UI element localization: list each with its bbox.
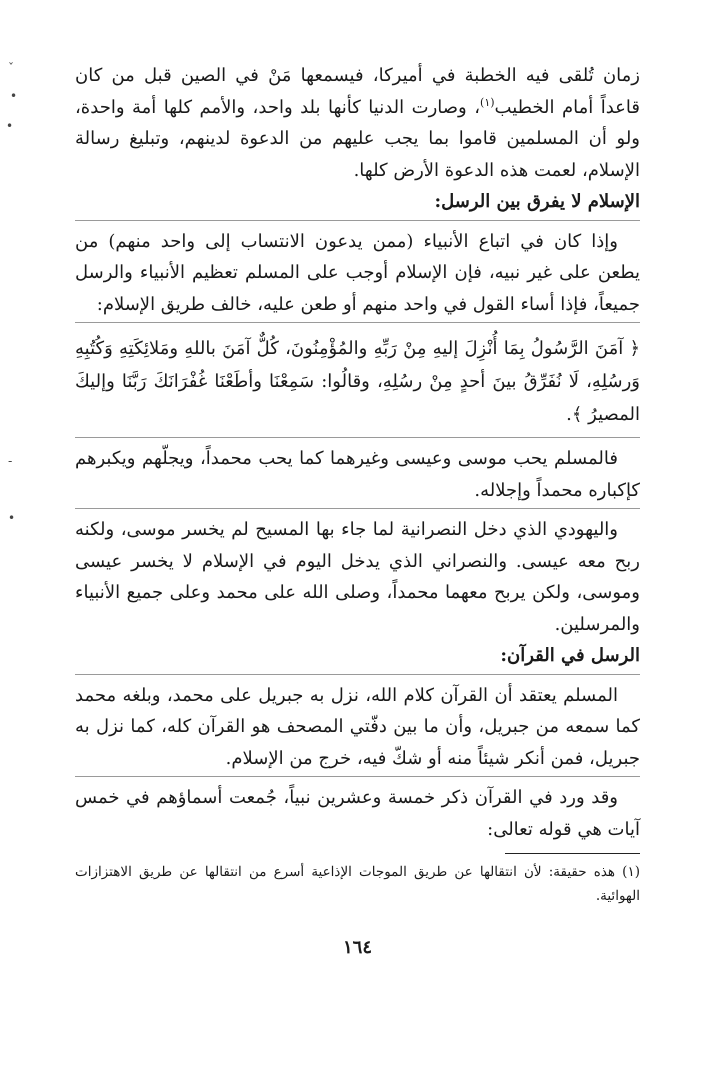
divider	[75, 776, 640, 778]
footnote-rule	[505, 853, 640, 854]
paragraph-jew-christian: واليهودي الذي دخل النصرانية لما جاء بها المسيح لم يخسر موسى، ولكنه ربح معه عيسى. والنصراني الذي يدخل اليوم في الإسلام لا يخسر عيسى وموسى، ولكن يربح معهما محمداً، وصلى الله على محمد وعلى جميع الأنبياء والمرسلين.	[75, 519, 640, 635]
paragraph-intro	[75, 60, 640, 186]
footnote: (١) هذه حقيقة: لأن انتقالها عن طريق الموجات الإذاعية أسرع من انتقالها عن طريق الاهتزازات الهوائية.	[75, 864, 640, 904]
paragraph-25-prophets: وقد ورد في القرآن ذكر خمسة وعشرين نبياً، جُمعت أسماؤهم في خمس آيات هي قوله تعالى:	[75, 787, 640, 840]
margin-mark: -	[8, 454, 13, 468]
paragraph-text: زمان تُلقى فيه الخطبة في أميركا، فيسمعها مَنْ في الصين قبل من كان قاعداً أمام الخطيب	[75, 65, 640, 118]
section-heading-messengers: الإسلام لا يفرق بين الرسل:	[434, 191, 640, 212]
divider	[75, 508, 640, 510]
footnote-marker: (١)	[480, 95, 495, 109]
paragraph-prophets: وإذا كان في اتباع الأنبياء (ممن يدعون الانتساب إلى واحد منهم) من يطعن على غير نبيه، فإن الإسلام أوجب على المسلم تعظيم الأنبياء والرسل جميعاً، فإذا أساء القول في واحد منهم أو طعن عليه، خالف طريق الإسلام:	[75, 230, 640, 315]
divider	[75, 220, 640, 222]
quran-verse: ﴿ آمَنَ الرَّسُولُ بِمَا أُنْزِلَ إليهِ مِنْ رَبِّهِ والمُؤْمِنُونَ، كُلٌّ آمَنَ باللهِ ومَلائِكَتِهِ وَكُتُبِهِ وَرسُلِهِ، لَا نُفَرِّقُ بينَ أحدٍ مِنْ رسُلِهِ، وقالُوا: سَمِعْنَا وأطَعْنَا غُفْرَانَكَ رَبَّنَا وإليكَ المصيرُ ﴾.	[75, 338, 640, 425]
section-heading-quran: الرسل في القرآن:	[500, 645, 640, 666]
margin-mark: •	[6, 119, 14, 133]
divider	[75, 322, 640, 324]
margin-mark: •	[8, 511, 16, 525]
paragraph-muslim-love: فالمسلم يحب موسى وعيسى وغيرهما كما يحب محمداً، ويجلّهم ويكبرهم كإكباره محمداً وإجلاله.	[75, 448, 640, 501]
book-page	[75, 60, 640, 964]
divider	[75, 437, 640, 439]
margin-mark: ˇ	[8, 61, 14, 75]
margin-mark: •	[10, 89, 18, 103]
paragraph-text: ، وصارت الدنيا كأنها بلد واحد، والأمم كلها أمة واحدة، ولو أن المسلمين قاموا بما يجب عليهم من الدعوة لدينهم، وتبليغ رسالة الإسلام، لعمت هذه الدعوة الأرض كلها.	[75, 96, 640, 181]
page-number: ١٦٤	[342, 937, 372, 958]
divider	[75, 674, 640, 676]
paragraph-quran-revelation: المسلم يعتقد أن القرآن كلام الله، نزل به جبريل على محمد، وبلغه محمد كما سمعه من جبريل، وأن ما بين دفّتي المصحف هو القرآن كله، كما نزل به جبريل، فمن أنكر شيئاً منه أو شكّ فيه، خرج من الإسلام.	[75, 684, 640, 769]
